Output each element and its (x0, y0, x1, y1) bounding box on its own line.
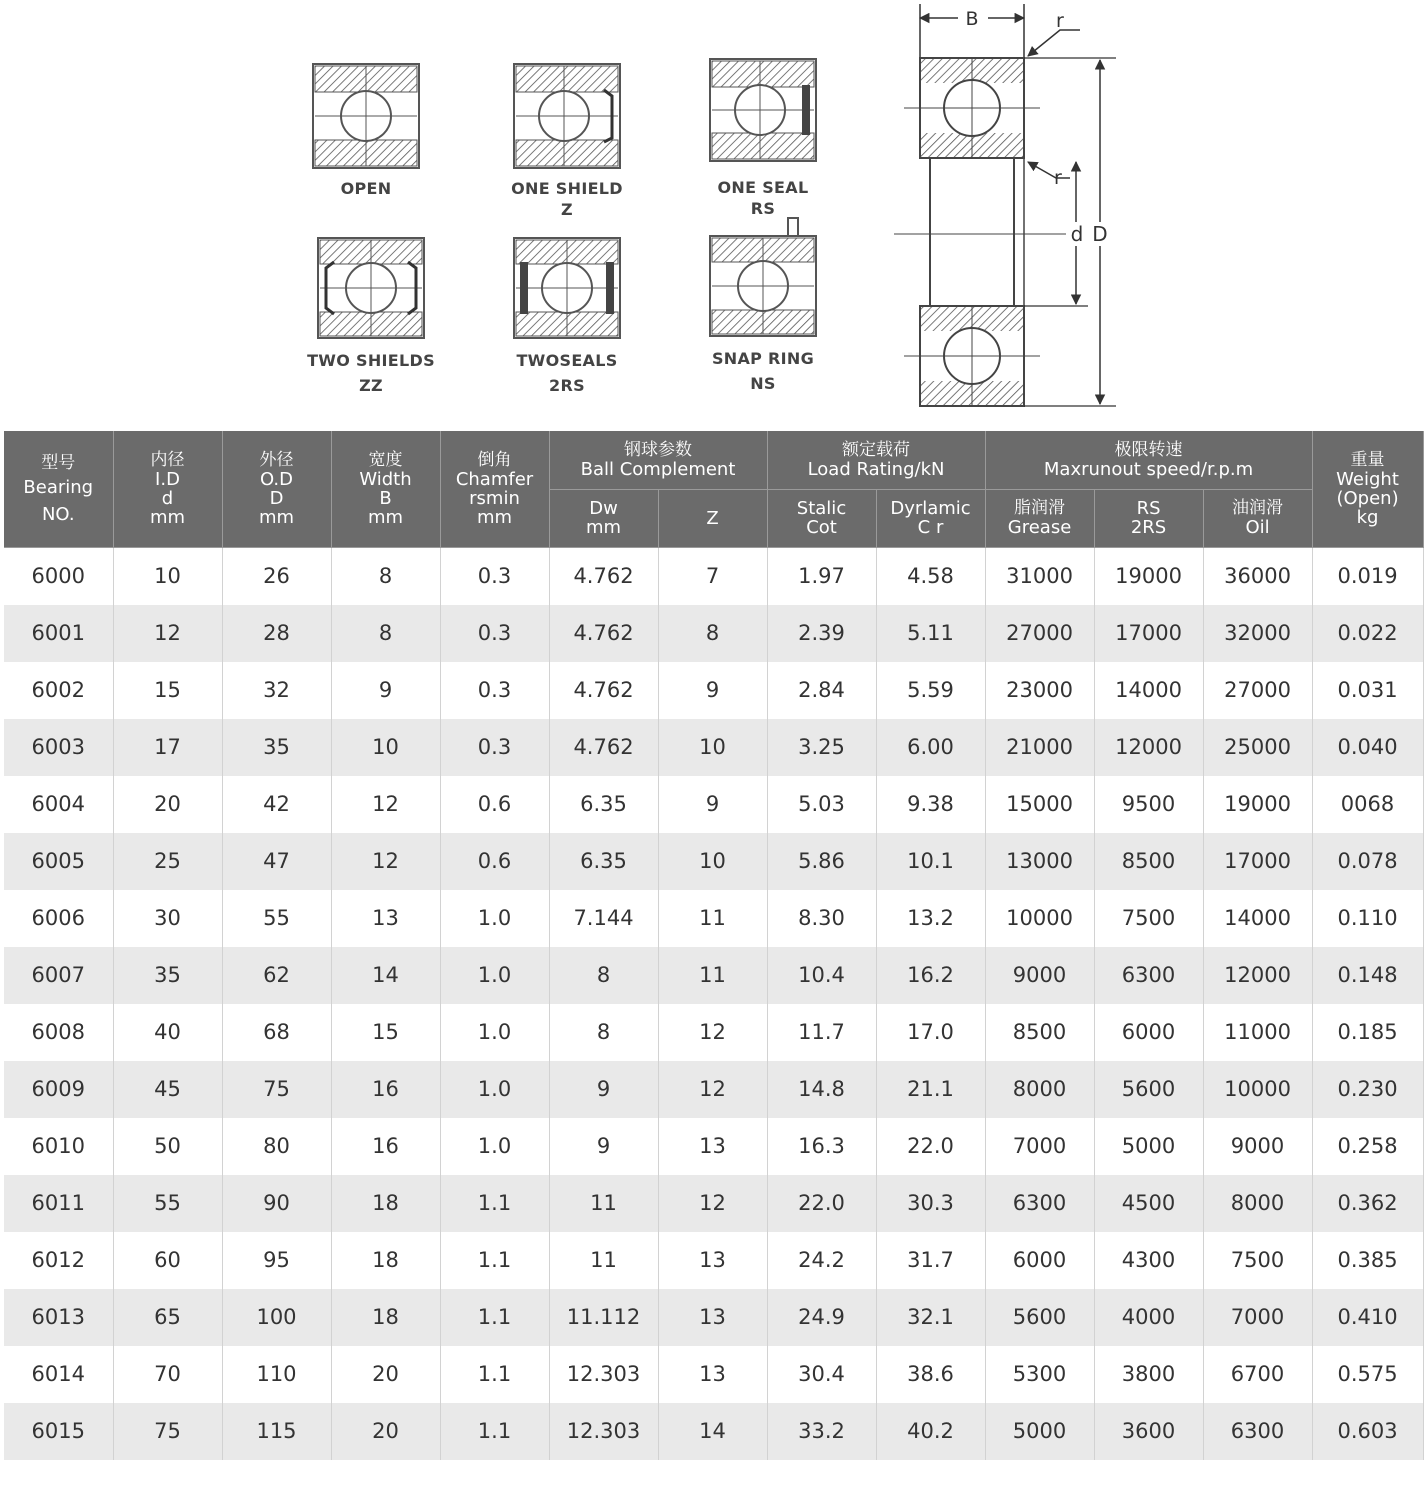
cell-width: 18 (331, 1232, 440, 1289)
cell-ball-dw: 12.303 (549, 1346, 658, 1403)
cell-ball-dw: 11 (549, 1175, 658, 1232)
cell-grease-speed: 23000 (985, 662, 1094, 719)
cell-ball-z: 11 (658, 890, 767, 947)
cell-ball-dw: 9 (549, 1061, 658, 1118)
cell-width: 20 (331, 1403, 440, 1460)
cell-outer-diameter: 47 (222, 833, 331, 890)
cell-oil-speed: 17000 (1203, 833, 1312, 890)
cell-chamfer: 1.0 (440, 1118, 549, 1175)
bearing-type-code: 2RS (549, 376, 585, 395)
cell-width: 13 (331, 890, 440, 947)
cell-oil-speed: 25000 (1203, 719, 1312, 776)
cell-rs-speed: 3800 (1094, 1346, 1203, 1403)
cell-inner-diameter: 35 (113, 947, 222, 1004)
cell-bearing-no: 6004 (4, 776, 113, 833)
cell-chamfer: 1.0 (440, 947, 549, 1004)
bearing-type-one-shield (467, 62, 667, 220)
cell-inner-diameter: 20 (113, 776, 222, 833)
cell-width: 12 (331, 833, 440, 890)
cell-bearing-no: 6010 (4, 1118, 113, 1175)
table-row (4, 1403, 1423, 1460)
cell-ball-z: 10 (658, 833, 767, 890)
cell-width: 8 (331, 605, 440, 662)
table-row (4, 605, 1423, 662)
cell-static-load: 14.8 (767, 1061, 876, 1118)
table-header (4, 431, 1423, 547)
bearing-type-label: ONE SHIELD (511, 179, 623, 198)
cell-grease-speed: 6000 (985, 1232, 1094, 1289)
cell-rs-speed: 17000 (1094, 605, 1203, 662)
cell-static-load: 5.03 (767, 776, 876, 833)
cell-ball-dw: 6.35 (549, 776, 658, 833)
dimension-label-b: B (965, 8, 979, 30)
cell-dynamic-load: 6.00 (876, 719, 985, 776)
header-chamfer: 倒角 Chamfer rsmin mm (440, 431, 549, 547)
cell-rs-speed: 3600 (1094, 1403, 1203, 1460)
table-row (4, 719, 1423, 776)
header-model: 型号 Bearing NO. (4, 431, 113, 547)
cell-chamfer: 0.3 (440, 605, 549, 662)
header-ball-complement: 钢球参数 Ball Complement (549, 431, 767, 489)
cell-weight: 0.258 (1312, 1118, 1423, 1175)
cell-chamfer: 1.1 (440, 1175, 549, 1232)
two-shields-bearing-icon (316, 236, 426, 340)
cell-oil-speed: 7000 (1203, 1289, 1312, 1346)
bearing-type-label: OPEN (340, 179, 392, 198)
cell-oil-speed: 27000 (1203, 662, 1312, 719)
cell-inner-diameter: 70 (113, 1346, 222, 1403)
cell-rs-speed: 19000 (1094, 547, 1203, 605)
cell-bearing-no: 6009 (4, 1061, 113, 1118)
cell-grease-speed: 13000 (985, 833, 1094, 890)
cell-outer-diameter: 68 (222, 1004, 331, 1061)
cell-oil-speed: 12000 (1203, 947, 1312, 1004)
cell-inner-diameter: 75 (113, 1403, 222, 1460)
table-row (4, 776, 1423, 833)
header-width: 宽度 Width B mm (331, 431, 440, 547)
header-grease-speed: 脂润滑 Grease (985, 489, 1094, 547)
table-row (4, 833, 1423, 890)
cell-dynamic-load: 32.1 (876, 1289, 985, 1346)
cell-dynamic-load: 4.58 (876, 547, 985, 605)
cell-outer-diameter: 75 (222, 1061, 331, 1118)
cell-bearing-no: 6007 (4, 947, 113, 1004)
cell-oil-speed: 7500 (1203, 1232, 1312, 1289)
cell-chamfer: 1.0 (440, 1061, 549, 1118)
dimension-label-d: d (1070, 222, 1084, 246)
header-rs-speed: RS 2RS (1094, 489, 1203, 547)
table-row (4, 947, 1423, 1004)
cell-grease-speed: 5000 (985, 1403, 1094, 1460)
bearing-type-code: RS (750, 199, 776, 218)
cell-grease-speed: 31000 (985, 547, 1094, 605)
cell-width: 18 (331, 1175, 440, 1232)
cell-outer-diameter: 42 (222, 776, 331, 833)
cell-static-load: 1.97 (767, 547, 876, 605)
cell-grease-speed: 8000 (985, 1061, 1094, 1118)
cell-oil-speed: 19000 (1203, 776, 1312, 833)
bearing-type-code: NS (750, 374, 776, 393)
table-row (4, 1118, 1423, 1175)
open-bearing-icon (311, 62, 421, 170)
cell-dynamic-load: 13.2 (876, 890, 985, 947)
cell-rs-speed: 6000 (1094, 1004, 1203, 1061)
cell-weight: 0.410 (1312, 1289, 1423, 1346)
cell-ball-dw: 8 (549, 1004, 658, 1061)
cell-ball-z: 7 (658, 547, 767, 605)
cell-grease-speed: 9000 (985, 947, 1094, 1004)
table-row (4, 1289, 1423, 1346)
cell-width: 20 (331, 1346, 440, 1403)
cell-bearing-no: 6005 (4, 833, 113, 890)
table-row (4, 662, 1423, 719)
header-oil-speed: 油润滑 Oil (1203, 489, 1312, 547)
cell-outer-diameter: 62 (222, 947, 331, 1004)
cell-static-load: 33.2 (767, 1403, 876, 1460)
cell-inner-diameter: 45 (113, 1061, 222, 1118)
cell-ball-dw: 9 (549, 1118, 658, 1175)
cell-rs-speed: 5600 (1094, 1061, 1203, 1118)
cell-inner-diameter: 50 (113, 1118, 222, 1175)
cell-ball-dw: 4.762 (549, 662, 658, 719)
cell-static-load: 24.9 (767, 1289, 876, 1346)
cell-inner-diameter: 10 (113, 547, 222, 605)
table-row (4, 1232, 1423, 1289)
cell-ball-z: 8 (658, 605, 767, 662)
cell-ball-z: 13 (658, 1289, 767, 1346)
dimension-label-r-mid: r (1054, 167, 1062, 189)
cell-width: 8 (331, 547, 440, 605)
cell-ball-z: 10 (658, 719, 767, 776)
cell-oil-speed: 9000 (1203, 1118, 1312, 1175)
bearing-spec-table (4, 431, 1424, 1460)
cell-chamfer: 1.1 (440, 1232, 549, 1289)
cell-weight: 0.185 (1312, 1004, 1423, 1061)
cell-ball-z: 13 (658, 1232, 767, 1289)
cell-inner-diameter: 55 (113, 1175, 222, 1232)
cell-oil-speed: 36000 (1203, 547, 1312, 605)
cell-dynamic-load: 40.2 (876, 1403, 985, 1460)
cell-weight: 0.230 (1312, 1061, 1423, 1118)
cell-chamfer: 1.0 (440, 1004, 549, 1061)
cell-inner-diameter: 30 (113, 890, 222, 947)
cell-grease-speed: 5600 (985, 1289, 1094, 1346)
cell-inner-diameter: 17 (113, 719, 222, 776)
cell-inner-diameter: 25 (113, 833, 222, 890)
cell-chamfer: 0.6 (440, 776, 549, 833)
cell-weight: 0.110 (1312, 890, 1423, 947)
cell-width: 16 (331, 1061, 440, 1118)
cell-static-load: 5.86 (767, 833, 876, 890)
cell-width: 12 (331, 776, 440, 833)
cell-bearing-no: 6000 (4, 547, 113, 605)
bearing-cross-section-diagram (890, 0, 1130, 420)
cell-inner-diameter: 12 (113, 605, 222, 662)
cell-chamfer: 1.1 (440, 1346, 549, 1403)
cell-grease-speed: 8500 (985, 1004, 1094, 1061)
cell-weight: 0068 (1312, 776, 1423, 833)
cell-static-load: 8.30 (767, 890, 876, 947)
dimension-label-r-top: r (1056, 10, 1064, 32)
cell-inner-diameter: 40 (113, 1004, 222, 1061)
table-row (4, 1175, 1423, 1232)
cell-bearing-no: 6012 (4, 1232, 113, 1289)
cell-dynamic-load: 16.2 (876, 947, 985, 1004)
cell-weight: 0.019 (1312, 547, 1423, 605)
header-inner-diameter: 内径 I.D d mm (113, 431, 222, 547)
header-dynamic-load: Dyrlamic C r (876, 489, 985, 547)
table-body (4, 547, 1423, 1460)
bearing-type-label: ONE SEAL (717, 178, 809, 197)
cell-ball-z: 13 (658, 1118, 767, 1175)
cell-bearing-no: 6001 (4, 605, 113, 662)
bearing-type-two-shields (271, 236, 471, 396)
cell-bearing-no: 6011 (4, 1175, 113, 1232)
cell-static-load: 22.0 (767, 1175, 876, 1232)
cell-chamfer: 1.1 (440, 1403, 549, 1460)
table-row (4, 547, 1423, 605)
cell-inner-diameter: 15 (113, 662, 222, 719)
cell-ball-z: 11 (658, 947, 767, 1004)
cell-ball-dw: 4.762 (549, 605, 658, 662)
cell-ball-dw: 11.112 (549, 1289, 658, 1346)
bearing-type-label: SNAP RING (711, 349, 815, 368)
table-row (4, 1346, 1423, 1403)
header-outer-diameter: 外径 O.D D mm (222, 431, 331, 547)
table-row (4, 1061, 1423, 1118)
cell-ball-dw: 12.303 (549, 1403, 658, 1460)
cell-width: 15 (331, 1004, 440, 1061)
cell-ball-dw: 6.35 (549, 833, 658, 890)
cell-static-load: 3.25 (767, 719, 876, 776)
cell-ball-dw: 8 (549, 947, 658, 1004)
cell-outer-diameter: 28 (222, 605, 331, 662)
header-static-load: Stalic Cot (767, 489, 876, 547)
cell-chamfer: 0.6 (440, 833, 549, 890)
cell-chamfer: 0.3 (440, 547, 549, 605)
cell-static-load: 24.2 (767, 1232, 876, 1289)
bearing-type-open (266, 62, 466, 199)
cell-rs-speed: 4000 (1094, 1289, 1203, 1346)
cell-oil-speed: 32000 (1203, 605, 1312, 662)
cell-width: 9 (331, 662, 440, 719)
cell-ball-dw: 11 (549, 1232, 658, 1289)
cell-outer-diameter: 115 (222, 1403, 331, 1460)
cell-weight: 0.040 (1312, 719, 1423, 776)
table-row (4, 890, 1423, 947)
cell-rs-speed: 5000 (1094, 1118, 1203, 1175)
cell-ball-dw: 4.762 (549, 547, 658, 605)
cell-oil-speed: 11000 (1203, 1004, 1312, 1061)
cell-dynamic-load: 38.6 (876, 1346, 985, 1403)
cell-ball-z: 9 (658, 662, 767, 719)
cell-rs-speed: 4300 (1094, 1232, 1203, 1289)
bearing-type-code: Z (561, 200, 573, 219)
cell-bearing-no: 6003 (4, 719, 113, 776)
cell-weight: 0.148 (1312, 947, 1423, 1004)
cell-rs-speed: 12000 (1094, 719, 1203, 776)
cell-oil-speed: 6300 (1203, 1403, 1312, 1460)
cell-dynamic-load: 5.11 (876, 605, 985, 662)
cell-outer-diameter: 90 (222, 1175, 331, 1232)
cell-grease-speed: 21000 (985, 719, 1094, 776)
cell-outer-diameter: 100 (222, 1289, 331, 1346)
cell-dynamic-load: 9.38 (876, 776, 985, 833)
cell-rs-speed: 6300 (1094, 947, 1203, 1004)
header-load-rating: 额定载荷 Load Rating/kN (767, 431, 985, 489)
cell-ball-z: 12 (658, 1061, 767, 1118)
bearing-diagrams (0, 0, 1427, 430)
cell-oil-speed: 14000 (1203, 890, 1312, 947)
header-max-speed: 极限转速 Maxrunout speed/r.p.m (985, 431, 1312, 489)
one-shield-bearing-icon (512, 62, 622, 170)
cell-dynamic-load: 21.1 (876, 1061, 985, 1118)
cell-rs-speed: 7500 (1094, 890, 1203, 947)
cell-outer-diameter: 110 (222, 1346, 331, 1403)
cell-grease-speed: 15000 (985, 776, 1094, 833)
cell-dynamic-load: 17.0 (876, 1004, 985, 1061)
cell-inner-diameter: 60 (113, 1232, 222, 1289)
one-seal-bearing-icon (708, 57, 818, 163)
header-ball-dw: Dw mm (549, 489, 658, 547)
cell-rs-speed: 8500 (1094, 833, 1203, 890)
cell-weight: 0.022 (1312, 605, 1423, 662)
two-seals-bearing-icon (512, 236, 622, 340)
cell-oil-speed: 8000 (1203, 1175, 1312, 1232)
cell-width: 14 (331, 947, 440, 1004)
cell-bearing-no: 6006 (4, 890, 113, 947)
cell-ball-dw: 4.762 (549, 719, 658, 776)
bearing-type-two-seals (467, 236, 667, 396)
cell-weight: 0.031 (1312, 662, 1423, 719)
cell-bearing-no: 6008 (4, 1004, 113, 1061)
cell-outer-diameter: 80 (222, 1118, 331, 1175)
cell-bearing-no: 6014 (4, 1346, 113, 1403)
cell-dynamic-load: 22.0 (876, 1118, 985, 1175)
bearing-type-code: ZZ (359, 376, 383, 395)
bearing-type-label: TWOSEALS (516, 351, 618, 370)
cell-width: 16 (331, 1118, 440, 1175)
cell-ball-z: 13 (658, 1346, 767, 1403)
snap-ring-bearing-icon (708, 216, 818, 340)
cell-width: 18 (331, 1289, 440, 1346)
cell-rs-speed: 4500 (1094, 1175, 1203, 1232)
cell-rs-speed: 14000 (1094, 662, 1203, 719)
bearing-type-one-seal (663, 57, 863, 219)
cell-dynamic-load: 31.7 (876, 1232, 985, 1289)
cell-oil-speed: 10000 (1203, 1061, 1312, 1118)
cell-weight: 0.575 (1312, 1346, 1423, 1403)
bearing-type-label: TWO SHIELDS (307, 351, 435, 370)
cell-outer-diameter: 55 (222, 890, 331, 947)
cell-chamfer: 1.1 (440, 1289, 549, 1346)
dimension-label-D: D (1092, 222, 1108, 246)
cell-ball-z: 12 (658, 1004, 767, 1061)
cell-static-load: 11.7 (767, 1004, 876, 1061)
cell-chamfer: 0.3 (440, 662, 549, 719)
cell-chamfer: 1.0 (440, 890, 549, 947)
cell-dynamic-load: 30.3 (876, 1175, 985, 1232)
header-ball-z: Z (658, 489, 767, 547)
cell-static-load: 30.4 (767, 1346, 876, 1403)
cell-grease-speed: 10000 (985, 890, 1094, 947)
cell-grease-speed: 27000 (985, 605, 1094, 662)
cell-outer-diameter: 26 (222, 547, 331, 605)
cell-static-load: 2.84 (767, 662, 876, 719)
cell-bearing-no: 6013 (4, 1289, 113, 1346)
cell-oil-speed: 6700 (1203, 1346, 1312, 1403)
cell-outer-diameter: 35 (222, 719, 331, 776)
cell-weight: 0.078 (1312, 833, 1423, 890)
cell-outer-diameter: 95 (222, 1232, 331, 1289)
cell-ball-z: 14 (658, 1403, 767, 1460)
cell-outer-diameter: 32 (222, 662, 331, 719)
cell-static-load: 16.3 (767, 1118, 876, 1175)
cell-static-load: 2.39 (767, 605, 876, 662)
cell-ball-z: 12 (658, 1175, 767, 1232)
cell-static-load: 10.4 (767, 947, 876, 1004)
cell-grease-speed: 7000 (985, 1118, 1094, 1175)
cell-rs-speed: 9500 (1094, 776, 1203, 833)
header-weight: 重量 Weight (Open) kg (1312, 431, 1423, 547)
cell-weight: 0.603 (1312, 1403, 1423, 1460)
cell-dynamic-load: 10.1 (876, 833, 985, 890)
cell-grease-speed: 5300 (985, 1346, 1094, 1403)
cell-weight: 0.362 (1312, 1175, 1423, 1232)
cell-width: 10 (331, 719, 440, 776)
table-row (4, 1004, 1423, 1061)
cell-dynamic-load: 5.59 (876, 662, 985, 719)
cell-bearing-no: 6002 (4, 662, 113, 719)
cell-inner-diameter: 65 (113, 1289, 222, 1346)
cell-bearing-no: 6015 (4, 1403, 113, 1460)
cell-weight: 0.385 (1312, 1232, 1423, 1289)
cell-grease-speed: 6300 (985, 1175, 1094, 1232)
cell-ball-z: 9 (658, 776, 767, 833)
cell-ball-dw: 7.144 (549, 890, 658, 947)
bearing-type-snap-ring (663, 216, 863, 394)
cell-chamfer: 0.3 (440, 719, 549, 776)
